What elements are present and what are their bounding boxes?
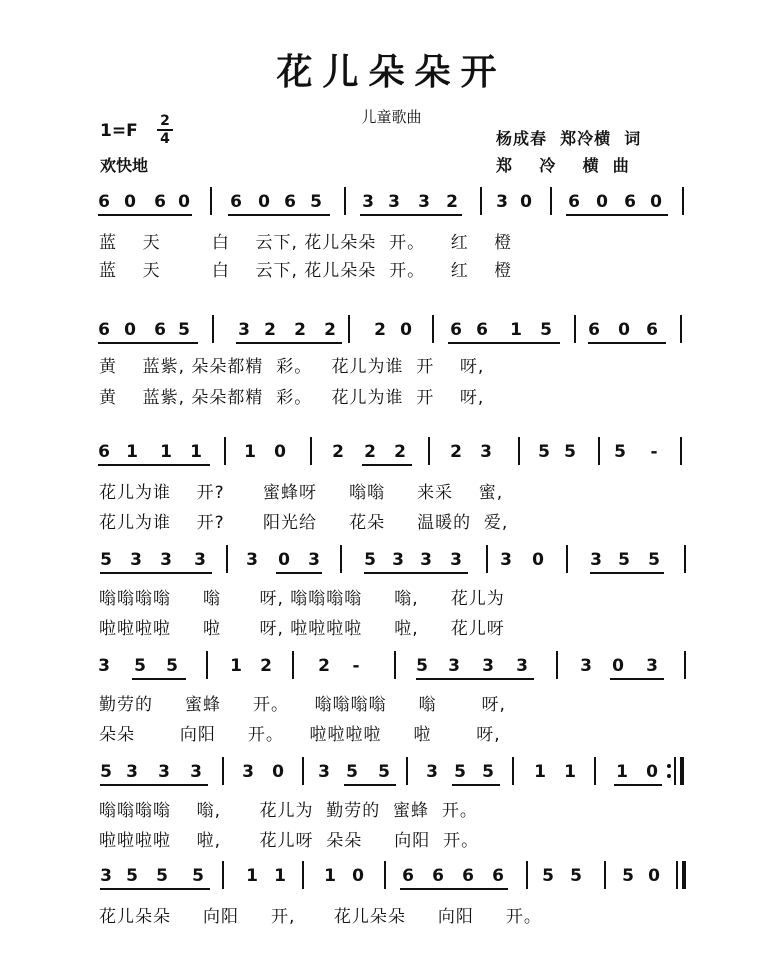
barline [292, 651, 294, 679]
note-symbol: 2 [332, 442, 344, 462]
note-symbol: 3 [496, 192, 508, 212]
note-symbol: 3 [500, 550, 512, 570]
note-symbol: 5 [126, 866, 138, 886]
beam-underline [416, 678, 534, 680]
lyric-line-4b: 啦啦啦啦 啦 呀, 啦啦啦啦 啦, 花儿呀 [99, 619, 505, 639]
beam-underline [236, 342, 342, 344]
time-signature-top: 2 [160, 113, 170, 129]
barline [566, 545, 568, 573]
note-symbol: 0 [650, 192, 662, 212]
barline [224, 437, 226, 465]
barline [340, 545, 342, 573]
barline [210, 187, 212, 215]
beam-underline [98, 214, 192, 216]
note-symbol: 6 [588, 320, 600, 340]
note-symbol: 0 [124, 320, 136, 340]
note-symbol: 3 [516, 656, 528, 676]
note-symbol: 5 [178, 320, 190, 340]
note-symbol: 2 [260, 656, 272, 676]
barline [684, 651, 686, 679]
barline [384, 861, 386, 889]
lyric-line-1a: 蓝 天 白 云下, 花儿朵朵 开。 红 橙 [99, 233, 513, 253]
beam-underline [588, 342, 666, 344]
note-symbol: 3 [158, 762, 170, 782]
note-symbol: 6 [568, 192, 580, 212]
note-symbol: 5 [540, 320, 552, 340]
note-symbol: 3 [194, 550, 206, 570]
note-symbol: 0 [648, 866, 660, 886]
beam-underline [614, 784, 662, 786]
barline [394, 651, 396, 679]
note-symbol: 0 [618, 320, 630, 340]
note-symbol: 5 [346, 762, 358, 782]
lyric-line-3a: 花儿为谁 开? 蜜蜂呀 嗡嗡 来采 蜜, [99, 483, 504, 503]
note-symbol: 0 [178, 192, 190, 212]
note-symbol: 6 [462, 866, 474, 886]
barline [302, 757, 304, 785]
lyric-line-4a: 嗡嗡嗡嗡 嗡 呀, 嗡嗡嗡嗡 嗡, 花儿为 [99, 589, 505, 609]
note-symbol: 3 [100, 866, 112, 886]
composer-credit: 郑 冷 横 曲 [496, 156, 630, 175]
note-symbol: 3 [590, 550, 602, 570]
note-symbol: 5 [100, 762, 112, 782]
repeat-dot [667, 774, 671, 778]
note-symbol: 3 [190, 762, 202, 782]
note-symbol: 2 [374, 320, 386, 340]
barline [348, 315, 350, 343]
beam-underline [362, 464, 412, 466]
note-symbol: 3 [308, 550, 320, 570]
note-symbol: 3 [98, 656, 110, 676]
note-symbol: 0 [596, 192, 608, 212]
barline [206, 651, 208, 679]
tempo-marking: 欢快地 [100, 156, 149, 175]
note-symbol: 5 [538, 442, 550, 462]
note-symbol: 1 [230, 656, 242, 676]
beam-underline [452, 784, 500, 786]
note-symbol: 6 [402, 866, 414, 886]
note-symbol: 0 [520, 192, 532, 212]
note-symbol: 5 [614, 442, 626, 462]
final-barline [682, 861, 686, 889]
time-signature [157, 114, 173, 146]
note-symbol: 5 [100, 550, 112, 570]
note-symbol: 3 [238, 320, 250, 340]
note-symbol: 3 [420, 550, 432, 570]
barline [432, 315, 434, 343]
note-symbol: 5 [156, 866, 168, 886]
note-symbol: 1 [246, 866, 258, 886]
note-symbol: 6 [624, 192, 636, 212]
note-symbol: 3 [450, 550, 462, 570]
note-symbol: 5 [542, 866, 554, 886]
note-symbol: 5 [166, 656, 178, 676]
note-symbol: 2 [294, 320, 306, 340]
note-symbol: 3 [392, 550, 404, 570]
barline [302, 861, 304, 889]
note-symbol: 6 [98, 320, 110, 340]
note-symbol: 3 [482, 656, 494, 676]
barline [486, 545, 488, 573]
barline [512, 757, 514, 785]
note-symbol: 0 [352, 866, 364, 886]
barline [680, 315, 682, 343]
note-symbol: 1 [274, 866, 286, 886]
song-subtitle: 儿童歌曲 [361, 108, 422, 126]
barline [222, 757, 224, 785]
beam-underline [100, 888, 210, 890]
note-symbol: 0 [612, 656, 624, 676]
barline [556, 651, 558, 679]
note-symbol: 2 [450, 442, 462, 462]
note-symbol: 0 [400, 320, 412, 340]
note-symbol: 3 [480, 442, 492, 462]
barline [222, 861, 224, 889]
barline [682, 187, 684, 215]
note-symbol: 1 [126, 442, 138, 462]
song-title: 花儿朵朵开 [276, 52, 507, 93]
beam-underline [448, 342, 560, 344]
note-symbol: 1 [534, 762, 546, 782]
note-symbol: 3 [246, 550, 258, 570]
note-symbol: 1 [324, 866, 336, 886]
note-symbol: 6 [284, 192, 296, 212]
note-symbol: 3 [448, 656, 460, 676]
beam-underline [590, 572, 664, 574]
note-symbol: 5 [416, 656, 428, 676]
note-symbol: 5 [648, 550, 660, 570]
note-symbol: 5 [364, 550, 376, 570]
note-symbol: 1 [190, 442, 202, 462]
note-symbol: 0 [258, 192, 270, 212]
note-symbol: 5 [482, 762, 494, 782]
note-symbol: 2 [318, 656, 330, 676]
note-symbol: 5 [564, 442, 576, 462]
repeat-dot [667, 764, 671, 768]
key-signature: 1=F [100, 121, 138, 141]
lyric-line-7a: 花儿朵朵 向阳 开, 花儿朵朵 向阳 开。 [99, 907, 542, 927]
note-symbol: 0 [278, 550, 290, 570]
note-symbol: 3 [242, 762, 254, 782]
lyric-line-1b: 蓝 天 白 云下, 花儿朵朵 开。 红 橙 [99, 261, 513, 281]
note-symbol: 6 [154, 192, 166, 212]
barline [480, 187, 482, 215]
note-symbol: 1 [510, 320, 522, 340]
note-symbol: 5 [310, 192, 322, 212]
lyric-line-6a: 嗡嗡嗡嗡 嗡, 花儿为 勤劳的 蜜蜂 开。 [99, 801, 478, 821]
barline [680, 437, 682, 465]
note-symbol: 5 [570, 866, 582, 886]
note-symbol: 1 [616, 762, 628, 782]
barline [604, 861, 606, 889]
lyric-line-6b: 啦啦啦啦 啦, 花儿呀 朵朵 向阳 开。 [99, 831, 480, 851]
barline [226, 545, 228, 573]
final-barline [680, 757, 684, 785]
note-symbol: 3 [318, 762, 330, 782]
barline [518, 437, 520, 465]
barline [212, 315, 214, 343]
note-symbol: 1 [244, 442, 256, 462]
lyric-line-3b: 花儿为谁 开? 阳光给 花朵 温暖的 爱, [99, 513, 509, 533]
note-symbol: 5 [192, 866, 204, 886]
note-symbol: 6 [432, 866, 444, 886]
note-symbol: 3 [126, 762, 138, 782]
beam-underline [364, 572, 468, 574]
note-symbol: 2 [446, 192, 458, 212]
note-symbol: 6 [492, 866, 504, 886]
note-symbol: 5 [622, 866, 634, 886]
beam-underline [132, 678, 186, 680]
barline [406, 757, 408, 785]
note-symbol: 0 [274, 442, 286, 462]
note-symbol: 1 [564, 762, 576, 782]
beam-underline [400, 888, 508, 890]
beam-underline [228, 214, 330, 216]
note-symbol: 5 [134, 656, 146, 676]
lyric-line-2a: 黄 蓝紫, 朵朵都精 彩。 花儿为谁 开 呀, [99, 357, 485, 377]
note-symbol: 6 [98, 192, 110, 212]
note-symbol: 3 [388, 192, 400, 212]
note-symbol: 5 [378, 762, 390, 782]
beam-underline [100, 784, 208, 786]
note-symbol: 6 [476, 320, 488, 340]
barline [344, 187, 346, 215]
beam-underline [610, 678, 664, 680]
time-signature-bottom: 4 [160, 131, 170, 147]
note-symbol: - [650, 442, 658, 462]
note-symbol: 0 [532, 550, 544, 570]
barline [526, 861, 528, 889]
lyric-line-5a: 勤劳的 蜜蜂 开。 嗡嗡嗡嗡 嗡 呀, [99, 695, 506, 715]
note-symbol: 0 [272, 762, 284, 782]
beam-underline [276, 572, 322, 574]
lyric-line-5b: 朵朵 向阳 开。 啦啦啦啦 啦 呀, [99, 725, 501, 745]
barline [574, 315, 576, 343]
barline [674, 757, 676, 785]
barline [676, 861, 678, 889]
barline [594, 757, 596, 785]
note-symbol: 6 [450, 320, 462, 340]
note-symbol: - [352, 656, 360, 676]
beam-underline [360, 214, 462, 216]
note-symbol: 3 [418, 192, 430, 212]
beam-underline [100, 572, 212, 574]
barline [684, 545, 686, 573]
beam-underline [344, 784, 396, 786]
beam-underline [566, 214, 668, 216]
beam-underline [98, 464, 210, 466]
barline [598, 437, 600, 465]
note-symbol: 2 [364, 442, 376, 462]
lyricist-credit: 杨成春 郑冷横 词 [496, 129, 642, 148]
barline [428, 437, 430, 465]
note-symbol: 2 [324, 320, 336, 340]
note-symbol: 3 [362, 192, 374, 212]
note-symbol: 3 [580, 656, 592, 676]
note-symbol: 3 [130, 550, 142, 570]
barline [310, 437, 312, 465]
note-symbol: 2 [394, 442, 406, 462]
lyric-line-2b: 黄 蓝紫, 朵朵都精 彩。 花儿为谁 开 呀, [99, 388, 485, 408]
barline [550, 187, 552, 215]
note-symbol: 3 [646, 656, 658, 676]
note-symbol: 3 [160, 550, 172, 570]
note-symbol: 2 [264, 320, 276, 340]
note-symbol: 5 [454, 762, 466, 782]
note-symbol: 6 [98, 442, 110, 462]
note-symbol: 0 [124, 192, 136, 212]
note-symbol: 6 [154, 320, 166, 340]
note-symbol: 6 [230, 192, 242, 212]
beam-underline [98, 342, 198, 344]
note-symbol: 0 [646, 762, 658, 782]
note-symbol: 6 [646, 320, 658, 340]
note-symbol: 5 [618, 550, 630, 570]
note-symbol: 3 [426, 762, 438, 782]
note-symbol: 1 [160, 442, 172, 462]
